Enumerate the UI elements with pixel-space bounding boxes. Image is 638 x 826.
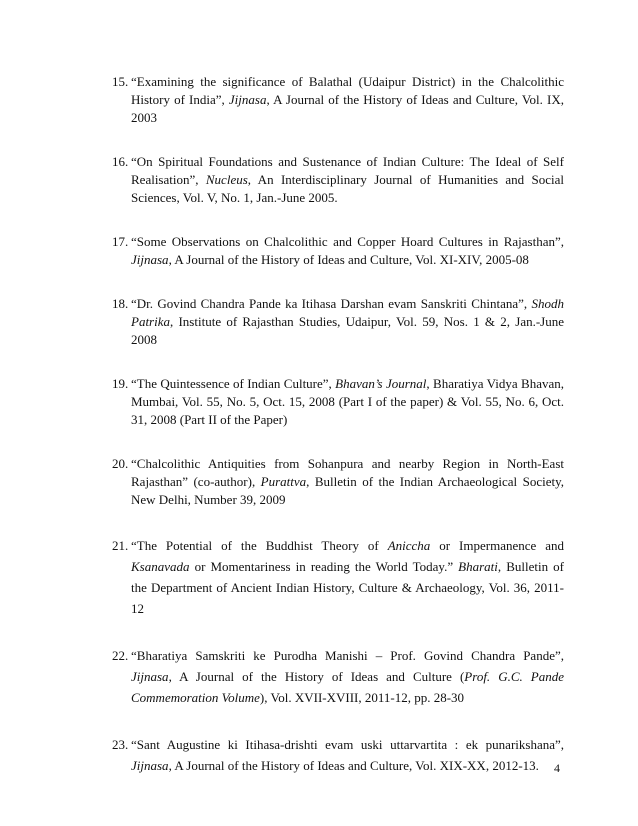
journal-title: Bhavan’s Journal xyxy=(335,376,427,391)
entry-text: or Impermanence and xyxy=(430,538,564,553)
entry-text: “The Quintessence of Indian Culture”, xyxy=(131,376,336,391)
volume-title: Prof. G.C. Pande Commemoration Volume xyxy=(131,669,564,705)
italic-term: Ksanavada xyxy=(131,559,190,574)
entry-text: “Examining the significance of Balathal (Udaipur District) in the Chalcolithic History of India”, xyxy=(131,74,564,107)
publication-entry-16 xyxy=(112,153,564,207)
publication-list xyxy=(112,73,564,802)
journal-title: Jijnasa xyxy=(228,92,267,107)
entry-number: 21. xyxy=(112,538,129,553)
entry-number: 19. xyxy=(112,376,129,391)
journal-title: Jijnasa xyxy=(131,758,169,773)
entry-number: 18. xyxy=(112,296,129,311)
entry-text: , A Journal of the History of Ideas and Culture ( xyxy=(168,669,465,684)
publication-entry-21 xyxy=(112,535,564,619)
entry-number: 15. xyxy=(112,74,129,89)
journal-title: Jijnasa xyxy=(131,252,169,267)
entry-text: , A Journal of the History of Ideas and Culture, Vol. IX, 2003 xyxy=(131,92,564,125)
entry-text: , A Journal of the History of Ideas and Culture, Vol. XIX-XX, 2012-13. xyxy=(168,758,539,773)
entry-text: “On Spiritual Foundations and Sustenance of Indian Culture: The Ideal of Self Realisation”, xyxy=(131,154,564,187)
journal-title: Nucleus xyxy=(205,172,248,187)
entry-text: , An Interdisciplinary Journal of Humanities and Social Sciences, Vol. V, No. 1, Jan.-June 2005. xyxy=(131,172,564,205)
publication-entry-23 xyxy=(112,734,564,776)
entry-text: “Bharatiya Samskriti ke Purodha Manishi – Prof. Govind Chandra Pande”, xyxy=(131,648,564,663)
publication-entry-15 xyxy=(112,73,564,127)
page-number: 4 xyxy=(554,761,560,775)
journal-title: Jijnasa xyxy=(131,669,169,684)
journal-title: Shodh Patrika xyxy=(131,296,564,329)
entry-text: “The Potential of the Buddhist Theory of xyxy=(131,538,388,553)
entry-number: 16. xyxy=(112,154,129,169)
entry-text: ), Vol. XVII-XVIII, 2011-12, pp. 28-30 xyxy=(259,690,465,705)
entry-text: “Sant Augustine ki Itihasa-drishti evam uski uttarvartita : ek punarikshana”, xyxy=(131,737,564,752)
entry-text: “Chalcolithic Antiquities from Sohanpura and nearby Region in North-East Rajasthan” (co-author), xyxy=(131,456,564,489)
entry-number: 22. xyxy=(112,648,129,663)
entry-text: , Bulletin of the Indian Archaeological Society, New Delhi, Number 39, 2009 xyxy=(131,474,564,507)
journal-title: Bharati xyxy=(458,559,498,574)
publication-entry-18 xyxy=(112,295,564,349)
journal-title: Purattva xyxy=(260,474,307,489)
italic-term: Aniccha xyxy=(387,538,431,553)
publication-entry-19 xyxy=(112,375,564,429)
publication-entry-22 xyxy=(112,645,564,708)
entry-text: , Institute of Rajasthan Studies, Udaipur, Vol. 59, Nos. 1 & 2, Jan.-June 2008 xyxy=(131,314,564,347)
entry-number: 20. xyxy=(112,456,129,471)
entry-text: “Dr. Govind Chandra Pande ka Itihasa Darshan evam Sanskriti Chintana”, xyxy=(131,296,532,311)
entry-text: “Some Observations on Chalcolithic and Copper Hoard Cultures in Rajasthan”, xyxy=(131,234,564,249)
publication-entry-20 xyxy=(112,455,564,509)
entry-number: 17. xyxy=(112,234,129,249)
entry-text: , A Journal of the History of Ideas and Culture, Vol. XI-XIV, 2005-08 xyxy=(168,252,529,267)
publication-entry-17 xyxy=(112,233,564,269)
entry-text: or Momentariness in reading the World Today.” xyxy=(189,559,459,574)
entry-text: , Bulletin of the Department of Ancient Indian History, Culture & Archaeology, Vol. 36, 2011-12 xyxy=(131,559,565,616)
entry-text: , Bharatiya Vidya Bhavan, Mumbai, Vol. 55, No. 5, Oct. 15, 2008 (Part I of the paper) & Vol. 55, No. 6, Oct. 31, 2008 (Part II of the Paper) xyxy=(131,376,564,427)
entry-number: 23. xyxy=(112,737,129,752)
